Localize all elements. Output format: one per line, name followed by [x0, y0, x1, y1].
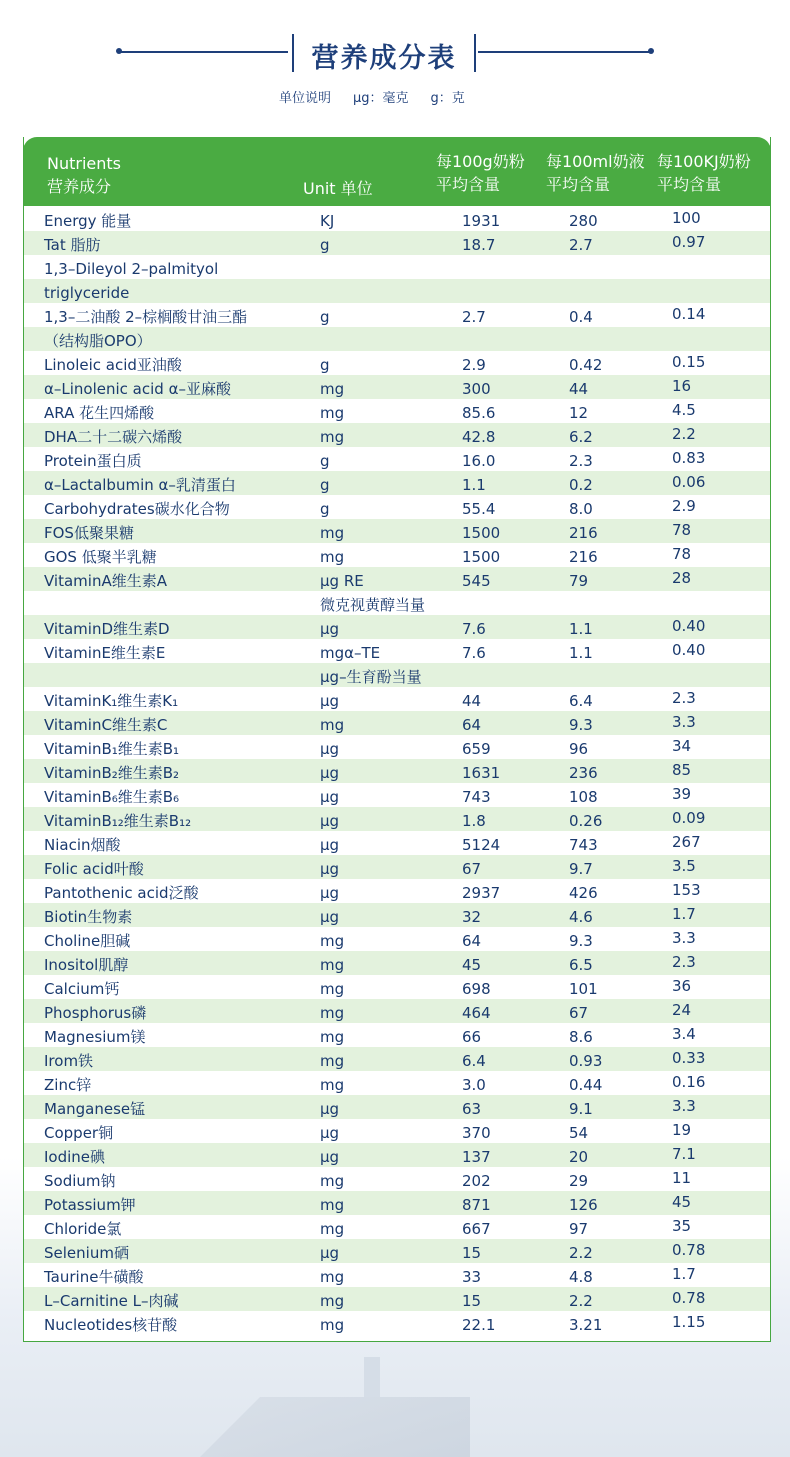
nutrient-name: Niacin烟酸 [44, 836, 121, 854]
table-row [24, 951, 770, 975]
value-per-100kj: 2.2 [672, 425, 696, 443]
nutrient-name: VitaminB₁₂维生素B₁₂ [44, 812, 192, 830]
value-per-100ml: 9.3 [569, 716, 593, 734]
nutrient-unit: μg RE [320, 572, 364, 590]
value-per-100g: 2937 [462, 884, 501, 902]
nutrient-unit: mg [320, 1220, 345, 1238]
value-per-100g: 45 [462, 956, 482, 974]
value-per-100g: 64 [462, 932, 482, 950]
nutrient-name: Folic acid叶酸 [44, 860, 144, 878]
title-right-bar [474, 34, 476, 72]
value-per-100kj: 78 [672, 521, 692, 539]
value-per-100ml: 1.1 [569, 644, 593, 662]
value-per-100ml: 6.4 [569, 692, 593, 710]
value-per-100ml: 0.4 [569, 308, 593, 326]
page-title-block [0, 30, 790, 80]
value-per-100ml: 216 [569, 548, 598, 566]
nutrient-unit: mg [320, 1292, 345, 1310]
table-row [24, 1239, 770, 1263]
value-per-100kj: 100 [672, 209, 701, 227]
value-per-100ml: 44 [569, 380, 589, 398]
title-left-line [118, 51, 288, 53]
nutrient-unit: mg [320, 716, 345, 734]
nutrient-unit: mgα–TE [320, 644, 381, 662]
nutrient-unit: mg [320, 1268, 345, 1286]
value-per-100g: 545 [462, 572, 491, 590]
table-row [24, 303, 770, 327]
table-row [24, 1143, 770, 1167]
value-per-100kj: 34 [672, 737, 692, 755]
nutrient-name: Sodium钠 [44, 1172, 116, 1190]
nutrient-name: Magnesium镁 [44, 1028, 146, 1046]
nutrient-name: Taurine牛磺酸 [44, 1268, 144, 1286]
header-nutrients [47, 152, 121, 198]
value-per-100g: 6.4 [462, 1052, 486, 1070]
nutrient-unit: μg [320, 908, 340, 926]
value-per-100ml: 9.3 [569, 932, 593, 950]
value-per-100kj: 0.40 [672, 641, 706, 659]
nutrient-unit: μg [320, 764, 340, 782]
value-per-100kj: 2.3 [672, 689, 696, 707]
value-per-100g: 67 [462, 860, 482, 878]
value-per-100ml: 101 [569, 980, 598, 998]
header-per-100g-powder [436, 150, 525, 196]
value-per-100ml: 8.0 [569, 500, 593, 518]
header-nutrients-en: Nutrients [47, 154, 121, 173]
nutrient-name: Linoleic acid亚油酸 [44, 356, 182, 374]
nutrient-name: Iodine碘 [44, 1148, 106, 1166]
nutrient-unit: mg [320, 1004, 345, 1022]
value-per-100ml: 2.7 [569, 236, 593, 254]
value-per-100kj: 1.7 [672, 1265, 696, 1283]
value-per-100g: 1.8 [462, 812, 486, 830]
nutrition-table [23, 137, 771, 1342]
value-per-100g: 1500 [462, 548, 501, 566]
value-per-100g: 1931 [462, 212, 501, 230]
header-per-100g-powder-line2: 平均含量 [436, 175, 501, 194]
table-row [24, 543, 770, 567]
value-per-100kj: 2.9 [672, 497, 696, 515]
value-per-100ml: 2.2 [569, 1292, 593, 1310]
value-per-100g: 370 [462, 1124, 491, 1142]
value-per-100ml: 67 [569, 1004, 589, 1022]
nutrient-name: GOS 低聚半乳糖 [44, 548, 157, 566]
header-per-100kj-powder [657, 150, 751, 196]
nutrient-name: Carbohydrates碳水化合物 [44, 500, 230, 518]
nutrient-unit: mg [320, 1028, 345, 1046]
value-per-100ml: 9.1 [569, 1100, 593, 1118]
value-per-100kj: 0.06 [672, 473, 706, 491]
value-per-100g: 137 [462, 1148, 491, 1166]
value-per-100kj: 267 [672, 833, 701, 851]
value-per-100kj: 3.3 [672, 929, 696, 947]
value-per-100ml: 96 [569, 740, 589, 758]
table-body [24, 207, 770, 1335]
value-per-100kj: 2.3 [672, 953, 696, 971]
nutrient-name: Inositol肌醇 [44, 956, 129, 974]
nutrient-name: Protein蛋白质 [44, 452, 142, 470]
table-row [24, 999, 770, 1023]
nutrient-name: Potassium钾 [44, 1196, 136, 1214]
value-per-100g: 2.9 [462, 356, 486, 374]
value-per-100ml: 280 [569, 212, 598, 230]
nutrient-name: Tat 脂肪 [44, 236, 101, 254]
value-per-100ml: 4.8 [569, 1268, 593, 1286]
value-per-100ml: 0.42 [569, 356, 603, 374]
nutrient-unit: μg [320, 1100, 340, 1118]
value-per-100g: 659 [462, 740, 491, 758]
table-row [24, 663, 770, 687]
table-row [24, 423, 770, 447]
header-per-100kj-powder-line1: 每100KJ奶粉 [657, 152, 751, 171]
table-row [24, 1071, 770, 1095]
nutrient-unit: mg [320, 1076, 345, 1094]
value-per-100ml: 6.2 [569, 428, 593, 446]
value-per-100ml: 2.3 [569, 452, 593, 470]
table-row [24, 975, 770, 999]
value-per-100kj: 36 [672, 977, 692, 995]
nutrient-name: Phosphorus磷 [44, 1004, 147, 1022]
nutrient-name: VitaminD维生素D [44, 620, 170, 638]
value-per-100kj: 16 [672, 377, 692, 395]
value-per-100kj: 3.3 [672, 713, 696, 731]
nutrient-name: Pantothenic acid泛酸 [44, 884, 199, 902]
table-row [24, 1311, 770, 1335]
nutrient-name: Energy 能量 [44, 212, 132, 230]
table-row [24, 759, 770, 783]
value-per-100kj: 19 [672, 1121, 692, 1139]
table-row [24, 1023, 770, 1047]
value-per-100kj: 11 [672, 1169, 692, 1187]
value-per-100kj: 3.4 [672, 1025, 696, 1043]
nutrient-name: Manganese锰 [44, 1100, 146, 1118]
header-per-100g-powder-line1: 每100g奶粉 [436, 152, 525, 171]
nutrient-unit: g [320, 356, 330, 374]
nutrient-name: （结构脂OPO） [44, 332, 152, 350]
nutrient-unit: μg [320, 1244, 340, 1262]
value-per-100g: 698 [462, 980, 491, 998]
value-per-100g: 2.7 [462, 308, 486, 326]
value-per-100g: 15 [462, 1244, 482, 1262]
header-per-100ml-liquid [546, 150, 645, 196]
value-per-100g: 18.7 [462, 236, 496, 254]
value-per-100g: 22.1 [462, 1316, 496, 1334]
table-row [24, 279, 770, 303]
nutrient-name: Choline胆碱 [44, 932, 131, 950]
unit-note-ug: μg：毫克 [353, 91, 409, 106]
table-row [24, 231, 770, 255]
value-per-100ml: 0.44 [569, 1076, 603, 1094]
table-row [24, 471, 770, 495]
value-per-100kj: 24 [672, 1001, 692, 1019]
value-per-100kj: 3.5 [672, 857, 696, 875]
value-per-100g: 85.6 [462, 404, 496, 422]
value-per-100g: 32 [462, 908, 482, 926]
nutrient-unit: g [320, 452, 330, 470]
table-row [24, 783, 770, 807]
value-per-100ml: 126 [569, 1196, 598, 1214]
value-per-100kj: 153 [672, 881, 701, 899]
nutrient-unit: g [320, 308, 330, 326]
value-per-100ml: 97 [569, 1220, 589, 1238]
nutrient-unit: μg [320, 788, 340, 806]
nutrient-name: ARA 花生四烯酸 [44, 404, 155, 422]
table-row [24, 1215, 770, 1239]
value-per-100ml: 79 [569, 572, 589, 590]
table-row [24, 903, 770, 927]
header-per-100kj-powder-line2: 平均含量 [657, 175, 722, 194]
nutrient-unit: μg [320, 620, 340, 638]
value-per-100kj: 0.97 [672, 233, 706, 251]
value-per-100ml: 743 [569, 836, 598, 854]
table-row [24, 831, 770, 855]
nutrient-unit: mg [320, 956, 345, 974]
unit-note [279, 87, 487, 106]
value-per-100ml: 29 [569, 1172, 589, 1190]
value-per-100kj: 0.40 [672, 617, 706, 635]
table-row [24, 399, 770, 423]
value-per-100kj: 4.5 [672, 401, 696, 419]
nutrient-name: Chloride氯 [44, 1220, 122, 1238]
value-per-100g: 3.0 [462, 1076, 486, 1094]
value-per-100g: 16.0 [462, 452, 496, 470]
table-row [24, 375, 770, 399]
table-row [24, 879, 770, 903]
value-per-100ml: 12 [569, 404, 589, 422]
value-per-100g: 202 [462, 1172, 491, 1190]
table-row [24, 495, 770, 519]
nutrient-unit: mg [320, 524, 345, 542]
value-per-100g: 63 [462, 1100, 482, 1118]
nutrient-unit: μg [320, 1148, 340, 1166]
nutrient-unit: g [320, 236, 330, 254]
nutrient-name: VitaminB₁维生素B₁ [44, 740, 180, 758]
nutrient-name: VitaminB₂维生素B₂ [44, 764, 180, 782]
value-per-100ml: 6.5 [569, 956, 593, 974]
table-row [24, 1263, 770, 1287]
table-row [24, 1287, 770, 1311]
nutrient-name: Calcium钙 [44, 980, 120, 998]
table-row [24, 639, 770, 663]
nutrient-unit: mg [320, 404, 345, 422]
nutrient-name: VitaminA维生素A [44, 572, 167, 590]
nutrient-unit: μg [320, 692, 340, 710]
value-per-100kj: 0.78 [672, 1289, 706, 1307]
table-row [24, 927, 770, 951]
value-per-100ml: 108 [569, 788, 598, 806]
title-right-line [478, 51, 650, 53]
value-per-100kj: 78 [672, 545, 692, 563]
nutrient-name: triglyceride [44, 284, 130, 302]
table-row [24, 687, 770, 711]
title-right-dot [648, 48, 654, 54]
nutrient-unit: mg [320, 1052, 345, 1070]
unit-note-label: 单位说明 [279, 91, 332, 106]
header-per-100ml-liquid-line1: 每100ml奶液 [546, 152, 645, 171]
nutrient-unit: μg [320, 740, 340, 758]
value-per-100g: 464 [462, 1004, 491, 1022]
nutrient-unit: μg [320, 812, 340, 830]
value-per-100g: 55.4 [462, 500, 496, 518]
nutrient-name: Zinc锌 [44, 1076, 92, 1094]
table-row [24, 255, 770, 279]
table-row [24, 1047, 770, 1071]
nutrient-name: α–Lactalbumin α–乳清蛋白 [44, 476, 236, 494]
value-per-100g: 64 [462, 716, 482, 734]
value-per-100kj: 3.3 [672, 1097, 696, 1115]
value-per-100kj: 0.33 [672, 1049, 706, 1067]
nutrient-name: VitaminC维生素C [44, 716, 168, 734]
table-row [24, 591, 770, 615]
nutrient-unit: g [320, 476, 330, 494]
value-per-100ml: 236 [569, 764, 598, 782]
value-per-100ml: 8.6 [569, 1028, 593, 1046]
value-per-100kj: 85 [672, 761, 692, 779]
value-per-100kj: 1.15 [672, 1313, 706, 1331]
table-row [24, 519, 770, 543]
nutrient-name: FOS低聚果糖 [44, 524, 134, 542]
value-per-100g: 44 [462, 692, 482, 710]
value-per-100kj: 28 [672, 569, 692, 587]
value-per-100g: 66 [462, 1028, 482, 1046]
nutrient-name: VitaminK₁维生素K₁ [44, 692, 179, 710]
value-per-100g: 7.6 [462, 620, 486, 638]
table-row [24, 735, 770, 759]
nutrient-name: L–Carnitine L–肉碱 [44, 1292, 179, 1310]
value-per-100ml: 9.7 [569, 860, 593, 878]
table-row [24, 351, 770, 375]
value-per-100g: 743 [462, 788, 491, 806]
value-per-100ml: 3.21 [569, 1316, 603, 1334]
header-per-100ml-liquid-line2: 平均含量 [546, 175, 611, 194]
title-left-bar [292, 34, 294, 72]
nutrient-unit: mg [320, 932, 345, 950]
nutrient-unit: μg [320, 860, 340, 878]
nutrient-name: Copper铜 [44, 1124, 114, 1142]
table-header [23, 137, 771, 206]
nutrient-unit: mg [320, 1316, 345, 1334]
header-unit: Unit 单位 [303, 179, 373, 198]
value-per-100kj: 0.16 [672, 1073, 706, 1091]
nutrient-name: α–Linolenic acid α–亚麻酸 [44, 380, 231, 398]
header-nutrients-cn: 营养成分 [47, 177, 112, 196]
table-row [24, 1119, 770, 1143]
nutrient-name: Irom铁 [44, 1052, 94, 1070]
value-per-100g: 42.8 [462, 428, 496, 446]
background-tower [364, 1357, 380, 1397]
nutrient-unit: μg–生育酚当量 [320, 668, 422, 686]
value-per-100g: 33 [462, 1268, 482, 1286]
table-row [24, 855, 770, 879]
nutrient-name: VitaminB₆维生素B₆ [44, 788, 180, 806]
value-per-100g: 5124 [462, 836, 501, 854]
table-row [24, 1095, 770, 1119]
value-per-100g: 300 [462, 380, 491, 398]
table-row [24, 1191, 770, 1215]
table-row [24, 567, 770, 591]
nutrient-unit: mg [320, 380, 345, 398]
value-per-100ml: 0.26 [569, 812, 603, 830]
value-per-100g: 15 [462, 1292, 482, 1310]
nutrient-unit: mg [320, 428, 345, 446]
value-per-100ml: 20 [569, 1148, 589, 1166]
value-per-100kj: 1.7 [672, 905, 696, 923]
nutrient-name: 1,3–Dileyol 2–palmityol [44, 260, 219, 278]
nutrient-unit: mg [320, 1172, 345, 1190]
value-per-100kj: 45 [672, 1193, 692, 1211]
value-per-100g: 1631 [462, 764, 501, 782]
table-row [24, 327, 770, 351]
value-per-100g: 871 [462, 1196, 491, 1214]
nutrient-unit: KJ [320, 212, 335, 230]
nutrient-unit: mg [320, 548, 345, 566]
value-per-100g: 667 [462, 1220, 491, 1238]
value-per-100kj: 0.83 [672, 449, 706, 467]
value-per-100kj: 7.1 [672, 1145, 696, 1163]
table-row [24, 207, 770, 231]
table-row [24, 807, 770, 831]
page-title: 营养成分表 [311, 43, 457, 74]
nutrient-name: Nucleotides核苷酸 [44, 1316, 178, 1334]
nutrient-unit: μg [320, 836, 340, 854]
table-row [24, 615, 770, 639]
nutrient-unit: 微克视黄醇当量 [320, 596, 426, 614]
value-per-100ml: 54 [569, 1124, 589, 1142]
value-per-100ml: 2.2 [569, 1244, 593, 1262]
unit-note-g: g：克 [430, 91, 465, 106]
value-per-100kj: 35 [672, 1217, 692, 1235]
value-per-100g: 1500 [462, 524, 501, 542]
table-row [24, 711, 770, 735]
value-per-100kj: 0.78 [672, 1241, 706, 1259]
value-per-100kj: 0.14 [672, 305, 706, 323]
value-per-100ml: 0.93 [569, 1052, 603, 1070]
value-per-100kj: 0.09 [672, 809, 706, 827]
nutrient-unit: g [320, 500, 330, 518]
value-per-100kj: 0.15 [672, 353, 706, 371]
nutrient-unit: μg [320, 884, 340, 902]
value-per-100ml: 0.2 [569, 476, 593, 494]
nutrient-name: 1,3–二油酸 2–棕榈酸甘油三酯 [44, 308, 248, 326]
nutrient-name: VitaminE维生素E [44, 644, 166, 662]
value-per-100kj: 39 [672, 785, 692, 803]
nutrient-name: Selenium硒 [44, 1244, 129, 1262]
table-row [24, 447, 770, 471]
value-per-100g: 1.1 [462, 476, 486, 494]
value-per-100g: 7.6 [462, 644, 486, 662]
value-per-100ml: 426 [569, 884, 598, 902]
nutrient-name: DHA二十二碳六烯酸 [44, 428, 183, 446]
nutrient-name: Biotin生物素 [44, 908, 133, 926]
table-row [24, 1167, 770, 1191]
value-per-100ml: 4.6 [569, 908, 593, 926]
nutrient-unit: mg [320, 1196, 345, 1214]
value-per-100ml: 1.1 [569, 620, 593, 638]
nutrient-unit: mg [320, 980, 345, 998]
nutrient-unit: μg [320, 1124, 340, 1142]
value-per-100ml: 216 [569, 524, 598, 542]
